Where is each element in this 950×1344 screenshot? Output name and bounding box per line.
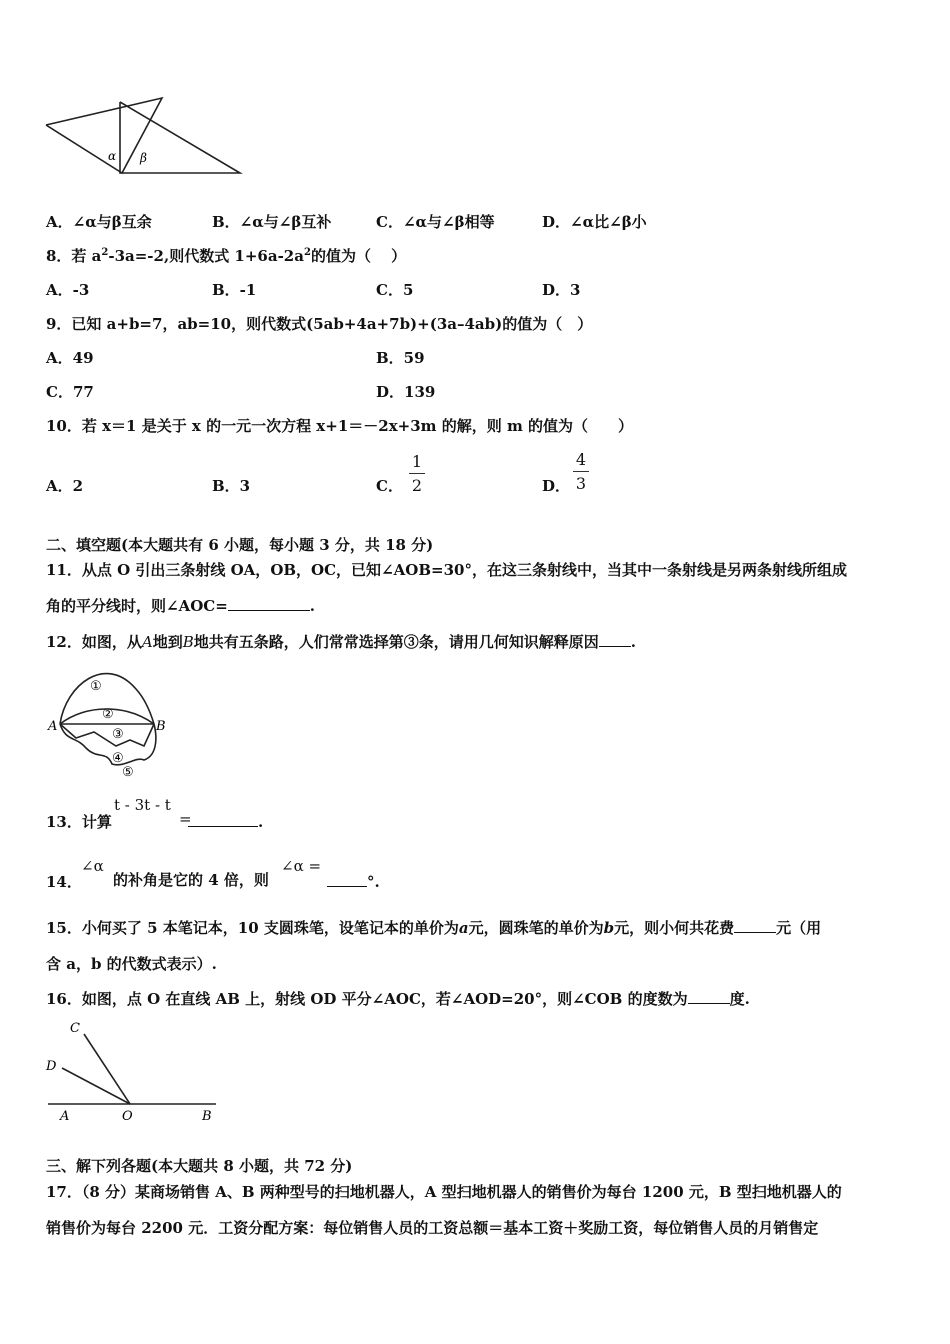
q16-label-d: D [46, 1059, 57, 1074]
q9-option-c[interactable]: C．77 [46, 383, 94, 401]
q11-line2-pre: 角的平分线时，则∠AOC= [46, 597, 228, 615]
section3-title: 三、解下列各题(本大题共 8 小题，共 72 分) [46, 1157, 353, 1175]
q12-label-r5: ⑤ [122, 765, 134, 780]
q12-point-a: A [141, 633, 153, 651]
q15-line1-post: 元（用 [776, 919, 822, 937]
q15-answer-blank[interactable] [734, 918, 776, 933]
q13-answer-blank[interactable] [188, 812, 258, 827]
q12-text-end: . [630, 633, 637, 651]
q7-option-b[interactable]: B．∠α与∠β互补 [212, 213, 332, 231]
q16-question [46, 989, 750, 1009]
q14-text-mid: 的补角是它的 4 倍，则 [113, 871, 269, 889]
q10-frac-c-bar [409, 473, 425, 474]
q15-line1-mid: 元，圆珠笔的单价为 [468, 919, 604, 937]
q7-option-a[interactable]: A．∠α与β互余 [46, 213, 152, 231]
q14-angle-alpha-2: ∠α = [281, 857, 322, 875]
q9-option-d[interactable]: D．139 [376, 383, 436, 401]
q12-route-4 [60, 724, 154, 746]
q15-var-b: b [603, 919, 615, 937]
q14-angle-alpha: ∠α [81, 857, 104, 875]
q13-equals: = [179, 810, 192, 828]
q12-answer-blank[interactable] [599, 632, 631, 647]
q11-line2-post: . [309, 597, 316, 615]
q10-frac-d-den: 3 [575, 474, 587, 493]
q9-option-b[interactable]: B．59 [376, 349, 425, 367]
q8-sup1: 2 [101, 247, 109, 258]
q7-option-c[interactable]: C．∠α与∠β相等 [376, 213, 495, 231]
q9-question: 9．已知 a+b=7，ab=10，则代数式(5ab+4a+7b)+(3a–4ab)的值为（ ） [46, 315, 593, 333]
q12-figure [46, 664, 176, 784]
q16-label-a: A [60, 1109, 70, 1124]
q14-number: 14． [46, 873, 82, 891]
q12-label-b: B [156, 719, 166, 734]
q7-option-d[interactable]: D．∠α比∠β小 [542, 213, 647, 231]
q15-line2: 含 a，b 的代数式表示）. [46, 955, 217, 973]
q12-label-r1: ① [90, 679, 102, 694]
q14-end: °. [367, 873, 380, 891]
q10-option-c[interactable]: C． [376, 477, 403, 495]
q11-answer-blank[interactable] [228, 596, 310, 611]
q9-option-a[interactable]: A．49 [46, 349, 94, 367]
q17-line1: 17．（8 分）某商场销售 A、B 两种型号的扫地机器人，A 型扫地机器人的销售价为每台 1200 元，B 型扫地机器人的 [46, 1183, 842, 1201]
q8-option-b[interactable]: B．-1 [212, 281, 257, 299]
q15-line1-pre: 15．小何买了 5 本笔记本，10 支圆珠笔，设笔记本的单价为 [46, 919, 459, 937]
q7-alpha-label: α [108, 149, 117, 163]
q15-line1-mid2: 元，则小何共花费 [614, 919, 735, 937]
q12-point-b: B [182, 633, 194, 651]
q7-beta-label: β [140, 151, 147, 165]
q16-label-o: O [122, 1109, 133, 1124]
q13-expression: t - 3t - t [114, 796, 171, 814]
section2-title: 二、填空题(本大题共有 6 小题，每小题 3 分，共 18 分) [46, 536, 434, 554]
q12-label-r3: ③ [112, 727, 124, 742]
q8-text-post: 的值为（ ） [310, 247, 407, 265]
q16-ray-oc [84, 1034, 130, 1104]
q10-option-b[interactable]: B．3 [212, 477, 251, 495]
q12-label-r4: ④ [112, 751, 124, 766]
q8-question [46, 246, 406, 266]
q8-sup2: 2 [303, 247, 311, 258]
q14-answer-blank[interactable] [327, 872, 367, 887]
q12-text-pre: 12．如图，从 [46, 633, 142, 651]
q8-text-pre: 8．若 a [46, 247, 102, 265]
q7-figure-triangle-right [120, 102, 240, 173]
q15-line1 [46, 918, 821, 938]
q13-end: . [258, 813, 264, 831]
q13-answer [188, 812, 263, 832]
q16-ray-od [62, 1068, 130, 1104]
q10-option-d-fraction [573, 450, 589, 493]
q10-option-a[interactable]: A．2 [46, 477, 84, 495]
q12-question [46, 632, 636, 652]
q11-line1: 11．从点 O 引出三条射线 OA，OB，OC，已知∠AOB=30°，在这三条射线中，当其中一条射线是另两条射线所组成 [46, 561, 847, 579]
q8-text-mid: -3a=-2,则代数式 1+6a-2a [108, 247, 304, 265]
q10-question: 10．若 x＝1 是关于 x 的一元一次方程 x+1＝－2x+3m 的解，则 m 的值为（ ） [46, 417, 634, 435]
q10-option-d[interactable]: D． [542, 477, 571, 495]
q12-text-post: 地共有五条路，人们常常选择第③条，请用几何知识解释原因 [193, 633, 599, 651]
q17-line2: 销售价为每台 2200 元．工资分配方案：每位销售人员的工资总额＝基本工资＋奖励工资，每位销售人员的月销售定 [46, 1219, 819, 1237]
q8-option-d[interactable]: D．3 [542, 281, 581, 299]
q16-label-b: B [202, 1109, 212, 1124]
q12-label-a: A [48, 719, 58, 734]
q10-frac-d-bar [573, 471, 589, 472]
q10-frac-c-den: 2 [411, 476, 423, 495]
q15-var-a: a [458, 919, 469, 937]
q11-line2 [46, 596, 315, 616]
q8-option-a[interactable]: A．-3 [46, 281, 90, 299]
q8-option-c[interactable]: C．5 [376, 281, 414, 299]
q10-frac-d-num: 4 [575, 450, 587, 469]
q16-answer-blank[interactable] [688, 989, 730, 1004]
q7-figure [44, 98, 244, 178]
q13-label: 13．计算 [46, 813, 112, 831]
q16-figure [44, 1018, 220, 1126]
q10-option-c-fraction [409, 452, 425, 495]
q12-text-mid: 地到 [152, 633, 183, 651]
q16-label-c: C [70, 1021, 80, 1036]
q14-answer [327, 872, 380, 892]
q10-frac-c-num: 1 [411, 452, 423, 471]
q16-text-post: 度. [729, 990, 750, 1008]
q16-text-pre: 16．如图，点 O 在直线 AB 上，射线 OD 平分∠AOC，若∠AOD=20°，则∠COB 的度数为 [46, 990, 688, 1008]
q12-label-r2: ② [102, 707, 114, 722]
